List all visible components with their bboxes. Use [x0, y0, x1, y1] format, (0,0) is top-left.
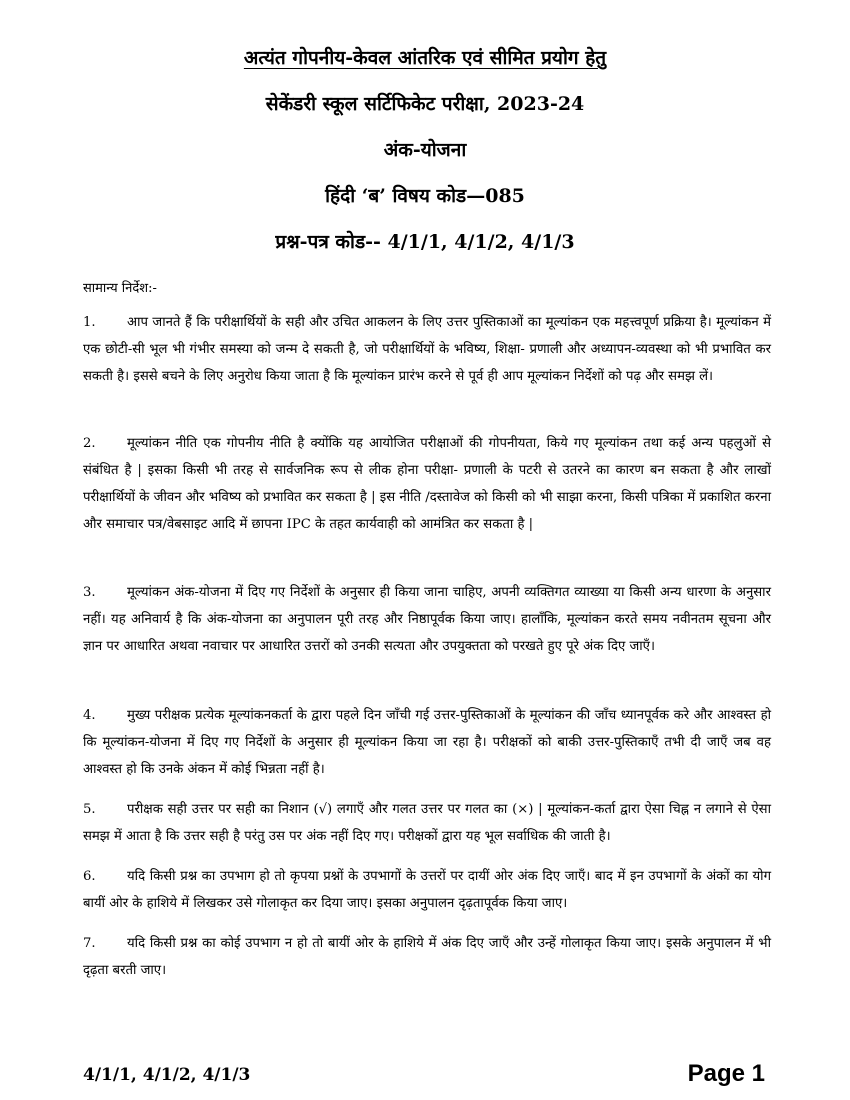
instruction-number: 1.	[83, 315, 96, 330]
footer-paper-codes: 4/1/1, 4/1/2, 4/1/3	[83, 1065, 251, 1085]
instruction-number: 3.	[83, 585, 96, 600]
instruction-item	[83, 309, 771, 390]
instruction-item	[83, 702, 771, 783]
instruction-number: 2.	[83, 436, 96, 451]
instruction-number: 7.	[83, 936, 96, 951]
instruction-item	[83, 430, 771, 538]
page-number: Page 1	[687, 1060, 765, 1087]
instruction-item	[83, 863, 771, 917]
confidential-heading	[0, 44, 850, 70]
instruction-number: 4.	[83, 708, 96, 723]
instruction-text: यदि किसी प्रश्न का कोई उपभाग न हो तो बायीं ओर के हाशिये में अंक दिए जाएँ और उन्हें गोलाकृत किया जाए। इसके अनुपालन में भी दृढ़ता बरती जाए।	[83, 936, 771, 978]
instruction-text: मुख्य परीक्षक प्रत्येक मूल्यांकनकर्ता के द्वारा पहले दिन जाँची गई उत्तर-पुस्तिकाओं के मूल्यांकन की जाँच ध्यानपूर्वक करे और आश्वस्त हो कि मूल्यांकन-योजना में दिए गए निर्देशों के अनुसार ही मूल्यांकन किया जा रहा है। परीक्षकों को बाकी उत्तर-पुस्तिकाएँ तभी दी जाएँ जब वह आश्वस्त हो कि उनके अंकन में कोई भिन्नता नहीं है।	[83, 708, 771, 777]
subject-title: हिंदी ‘ब’ विषय कोड—085	[325, 185, 525, 207]
confidential-text: अत्यंत गोपनीय-केवल आंतरिक एवं सीमित प्रयोग हेतु	[243, 47, 607, 69]
instruction-item	[83, 796, 771, 850]
instruction-text: परीक्षक सही उत्तर पर सही का निशान (√) लगाएँ और गलत उत्तर पर गलत का (×) | मूल्यांकन-कर्ता द्वारा ऐसा चिह्न न लगाने से ऐसा समझ में आता है कि उत्तर सही है परंतु उस पर अंक नहीं दिए गए। परीक्षकों द्वारा यह भूल सर्वाधिक की जाती है।	[83, 802, 771, 844]
instruction-number: 6.	[83, 869, 96, 884]
instruction-item	[83, 930, 771, 984]
scheme-title: अंक-योजना	[383, 139, 467, 161]
instruction-text: मूल्यांकन नीति एक गोपनीय नीति है क्योंकि यह आयोजित परीक्षाओं की गोपनीयता, किये गए मूल्यांकन तथा कई अन्य पहलुओं से संबंधित है | इसका किसी भी तरह से सार्वजनिक रूप से लीक होना परीक्षा- प्रणाली के पटरी से उतरने का कारण बन सकता है और लाखों परीक्षार्थियों के जीवन और भविष्य को प्रभावित कर सकता है | इस नीति /दस्तावेज को किसी को भी साझा करना, किसी पत्रिका में प्रकाशित करना और समाचार पत्र/वेबसाइट आदि में छापना IPC के तहत कार्यवाही को आमंत्रित कर सकता है |	[83, 436, 771, 532]
general-instructions-label: सामान्य निर्देश:-	[83, 281, 157, 296]
instruction-number: 5.	[83, 802, 96, 817]
instruction-text: मूल्यांकन अंक-योजना में दिए गए निर्देशों के अनुसार ही किया जाना चाहिए, अपनी व्यक्तिगत व्याख्या या किसी अन्य धारणा के अनुसार नहीं। यह अनिवार्य है कि अंक-योजना का अनुपालन पूरी तरह और निष्ठापूर्वक किया जाए। हालाँकि, मूल्यांकन करते समय नवीनतम सूचना और ज्ञान पर आधारित अथवा नवाचार पर आधारित उत्तरों को उनकी सत्यता और उपयुक्तता को परखते हुए पूरे अंक दिए जाएँ।	[83, 585, 771, 654]
instruction-item	[83, 579, 771, 660]
exam-title: सेकेंडरी स्कूल सर्टिफिकेट परीक्षा, 2023-24	[265, 93, 585, 115]
instruction-text: आप जानते हैं कि परीक्षार्थियों के सही और उचित आकलन के लिए उत्तर पुस्तिकाओं का मूल्यांकन एक महत्त्वपूर्ण प्रक्रिया है। मूल्यांकन में एक छोटी-सी भूल भी गंभीर समस्या को जन्म दे सकती है, जो परीक्षार्थियों के भविष्य, शिक्षा- प्रणाली और अध्यापन-व्यवस्था को भी प्रभावित कर सकती है। इससे बचने के लिए अनुरोध किया जाता है कि मूल्यांकन प्रारंभ करने से पूर्व ही आप मूल्यांकन निर्देशों को पढ़ और समझ लें।	[83, 315, 771, 384]
instruction-text: यदि किसी प्रश्न का उपभाग हो तो कृपया प्रश्नों के उपभागों के उत्तरों पर दायीं ओर अंक दिए जाएँ। बाद में इन उपभागों के अंकों का योग बायीं ओर के हाशिये में लिखकर उसे गोलाकृत कर दिया जाए। इसका अनुपालन दृढ़तापूर्वक किया जाए।	[83, 869, 771, 911]
paper-code-title: प्रश्न-पत्र कोड-- 4/1/1, 4/1/2, 4/1/3	[275, 231, 575, 253]
